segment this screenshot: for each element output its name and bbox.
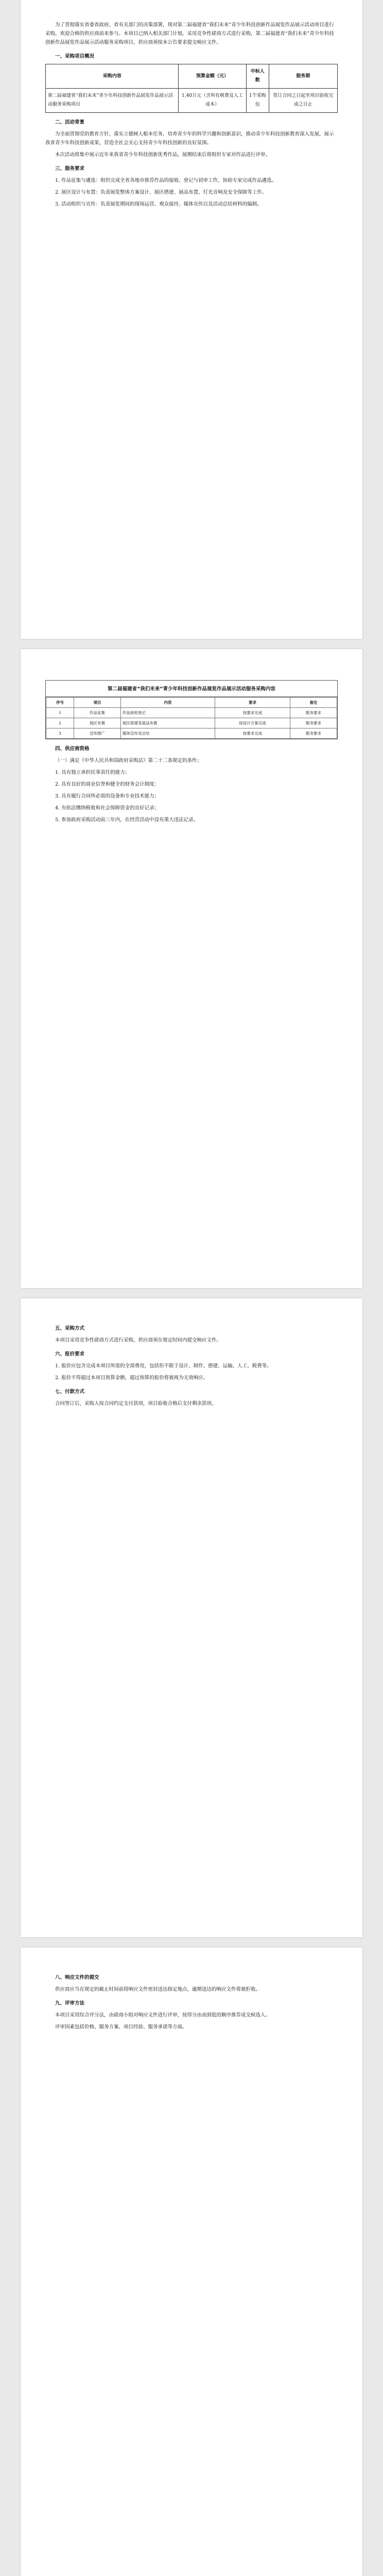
figure-table [46, 697, 337, 739]
cell-budget: 1,40万元（含所有税费及人工成本） [179, 89, 246, 113]
paragraph: 1. 报价应包含完成本项目所需的全部费用，包括但不限于设计、制作、搭建、运输、人工、税费等。 [55, 1363, 272, 1369]
paragraph: 本项目采用竞争性磋商方式进行采购，供应商须在规定时间内提交响应文件。 [55, 1337, 222, 1343]
cell: 按设计方案完成 [215, 718, 290, 728]
section-heading: 六、报价要求 [55, 1351, 85, 1357]
section-heading: 二、活动背景 [55, 120, 85, 125]
col-header: 预算金额（元） [179, 64, 246, 89]
section-heading: 九、评审方法 [55, 2001, 85, 2006]
cell: 媒体宣传及总结 [120, 728, 215, 739]
paragraph: 2. 具有良好的商业信誉和健全的财务会计制度； [55, 782, 160, 787]
section-heading: 四、供应商资格 [55, 746, 90, 752]
col-header: 要求 [215, 698, 290, 708]
cell-count: 1个采购包 [246, 89, 269, 113]
cell: 服务要求 [290, 708, 337, 718]
cell: 作品征集 [74, 708, 121, 718]
cell: 服务要求 [290, 718, 337, 728]
paragraph: 本次活动将集中展示近年来我省青少年科技创新优秀作品，展期结束后将组织专家对作品进行评审。 [55, 152, 271, 158]
paragraph: 2. 展区设计与布置：负责展览整体方案设计、展区搭建、展品布置、灯光音响及安全保障等工作。 [55, 190, 267, 195]
col-header: 项目 [74, 698, 121, 708]
paragraph: 评审因素包括价格、服务方案、项目经验、服务承诺等方面。 [55, 2024, 187, 2030]
cell: 3 [46, 728, 74, 739]
cell: 1 [46, 708, 74, 718]
col-header: 中标人数 [246, 64, 269, 89]
section-heading: 七、付款方式 [55, 1389, 85, 1395]
cell-content: 第二届福建省“我们未来”青少年科技创新作品展览作品展示活动服务采购项目 [46, 89, 179, 113]
document-page-3 [21, 1298, 362, 1937]
col-header: 服务期 [269, 64, 337, 89]
cell-period: 签订合同之日起至项目验收完成之日止 [269, 89, 337, 113]
paragraph: 供应商应当在规定的截止时间前将响应文件密封送达指定地点，逾期送达的响应文件将被拒收。 [55, 1987, 261, 1992]
embedded-figure [45, 680, 338, 739]
cell: 宣传推广 [74, 728, 121, 739]
section-heading: 一、采购项目概况 [55, 54, 95, 59]
cell: 2 [46, 718, 74, 728]
cell: 按要求完成 [215, 708, 290, 718]
col-header: 采购内容 [46, 64, 179, 89]
cell: 服务要求 [290, 728, 337, 739]
figure-title: 第二届福建省“我们未来”青少年科技创新作品展览作品展示活动服务采购内容 [46, 681, 337, 697]
paragraph: 1. 作品征集与遴选：组织完成全省各地市推荐作品的接收、登记与初审工作，协助专家完成作品遴选。 [55, 178, 277, 183]
paragraph: 5. 参加政府采购活动前三年内，在经营活动中没有重大违法记录。 [55, 817, 199, 823]
paragraph: 3. 活动组织与宣传：负责展览期间的现场运营、观众接待、媒体宣传以及活动总结材料的编制。 [55, 201, 262, 207]
paragraph: 4. 有依法缴纳税收和社会保障资金的良好记录； [55, 805, 160, 811]
cell: 按要求完成 [215, 728, 290, 739]
paragraph: 合同签订后，采购人按合同约定支付款项，项目验收合格后支付剩余款项。 [55, 1401, 217, 1406]
table-row [46, 718, 337, 728]
paragraph: 1. 具有独立承担民事责任的能力； [55, 770, 130, 775]
section-heading: 八、响应文件的提交 [55, 1975, 99, 1980]
section-heading: 三、服务要求 [55, 166, 85, 172]
section-heading: 五、采购方式 [55, 1326, 85, 1331]
document-page-1 [21, 0, 362, 639]
cell: 展区布置 [74, 718, 121, 728]
paragraph: 3. 具有履行合同所必需的设备和专业技术能力； [55, 793, 160, 799]
paragraph: 为全面贯彻党的教育方针，落实立德树人根本任务，培养青少年的科学兴趣和创新意识，推动青少年科技创新教育深入发展，展示我省青少年科技创新成果，营造全社会关心支持青少年科技创新的良好氛围。 [45, 131, 334, 146]
intro-paragraph: 为了贯彻落实省委省政府、省有关部门的决策部署，现对第二届福建省“我们未来”青少年科技创新作品展览作品展示活动项目进行采购，欢迎合格的供应商前来参与。本项目已纳入相关部门计划，采用竞争性磋商方式进行采购，第二届福建省“我们未来”青少年科技创新作品展览作品展示活动服务采购项目，供应商须按本公告要求提交响应文件。 [45, 22, 334, 45]
paragraph: （一）满足《中华人民共和国政府采购法》第二十二条规定的条件； [55, 758, 202, 764]
col-header: 备注 [290, 698, 337, 708]
cell: 作品接收登记 [120, 708, 215, 718]
procurement-summary-table [45, 64, 338, 113]
document-page-4 [21, 1947, 362, 2576]
document-page-2 [21, 649, 362, 1288]
table-row [46, 708, 337, 718]
table-row [46, 89, 338, 113]
cell: 展区搭建及展品布置 [120, 718, 215, 728]
col-header: 内容 [120, 698, 215, 708]
table-row [46, 728, 337, 739]
col-header: 序号 [46, 698, 74, 708]
paragraph: 2. 报价不得超过本项目预算金额，超过预算的报价将被视为无效响应。 [55, 1375, 208, 1381]
paragraph: 本项目采用综合评分法，由磋商小组对响应文件进行评审，按得分由高到低的顺序推荐成交候选人。 [55, 2012, 271, 2018]
